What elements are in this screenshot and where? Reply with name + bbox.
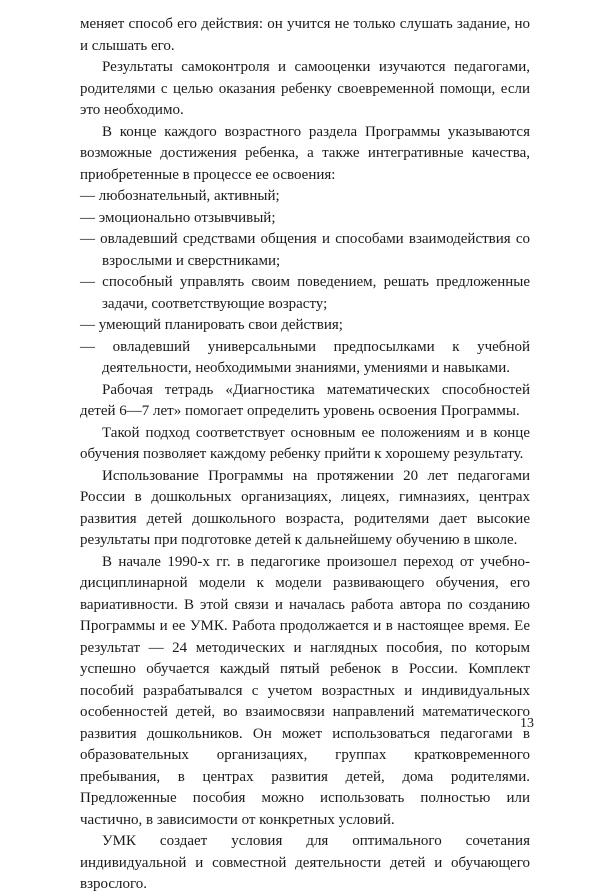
list-item: — овладевший средствами общения и способами взаимодействия со взрослыми и сверстниками; [80, 231, 530, 269]
list-item: — любознательный, активный; [80, 188, 280, 204]
paragraph: УМК создает условия для оптимального сочетания индивидуальной и совместной деятельности детей и обучающего взрослого. [80, 833, 530, 892]
list-item: — умеющий планировать свои действия; [80, 317, 343, 333]
paragraph: Результаты самоконтроля и самооценки изучаются педагогами, родителями с целью оказания ребенку своевременной помощи, если это необходимо. [80, 59, 530, 118]
paragraph: меняет способ его действия: он учится не только слушать задание, но и слышать его. [80, 16, 530, 54]
paragraph: В конце каждого возрастного раздела Программы указываются возможные достижения ребенка, а также интегративные качества, приобретенные в процессе ее освоения: [80, 123, 530, 183]
list-item: — эмоционально отзывчивый; [80, 209, 276, 226]
paragraph: Рабочая тетрадь «Диагностика математических способностей детей 6—7 лет» помогает определить уровень освоения Программы. [80, 381, 530, 419]
list-item: — овладевший универсальными предпосылками к учебной деятельности, необходимыми знаниями, умениями и навыками. [80, 338, 530, 376]
paragraph: В начале 1990-х гг. в педагогике произошел переход от учебно-дисциплинарной модели к модели развивающего обучения, его вариативности. В этой связи и началась работа автора по созданию Программы и ее УМК. Работа продолжается и в настоящее время. Ее результат — 24 методических и наглядных пособия, по которым успешно обучается каждый пятый ребенок в России. Комплект пособий разрабатывался с учетом возрастных и индивидуальных особенностей детей, во взаимосвязи направлений математического развития дошкольников. Он может использоваться педагогами в образовательных организациях, группах кратковременного пребывания, в центрах развития детей, дома родителями. Предложенные пособия можно использовать полностью или частично, в зависимости от конкретных условий. [80, 553, 530, 828]
paragraph: Использование Программы на протяжении 20 лет педагогами России в дошкольных организациях, лицеях, гимназиях, центрах развития детей дошкольного возраста, родителями дает высокие результаты при подготовке детей к дальнейшему обучению в школе. [80, 467, 530, 548]
page-body [80, 14, 530, 896]
list-item: — способный управлять своим поведением, решать предложенные задачи, соответствующие возрасту; [80, 274, 530, 312]
page-number: 13 [520, 716, 534, 731]
paragraph: Такой подход соответствует основным ее положениям и в конце обучения позволяет каждому ребенку прийти к хорошему результату. [80, 424, 530, 462]
